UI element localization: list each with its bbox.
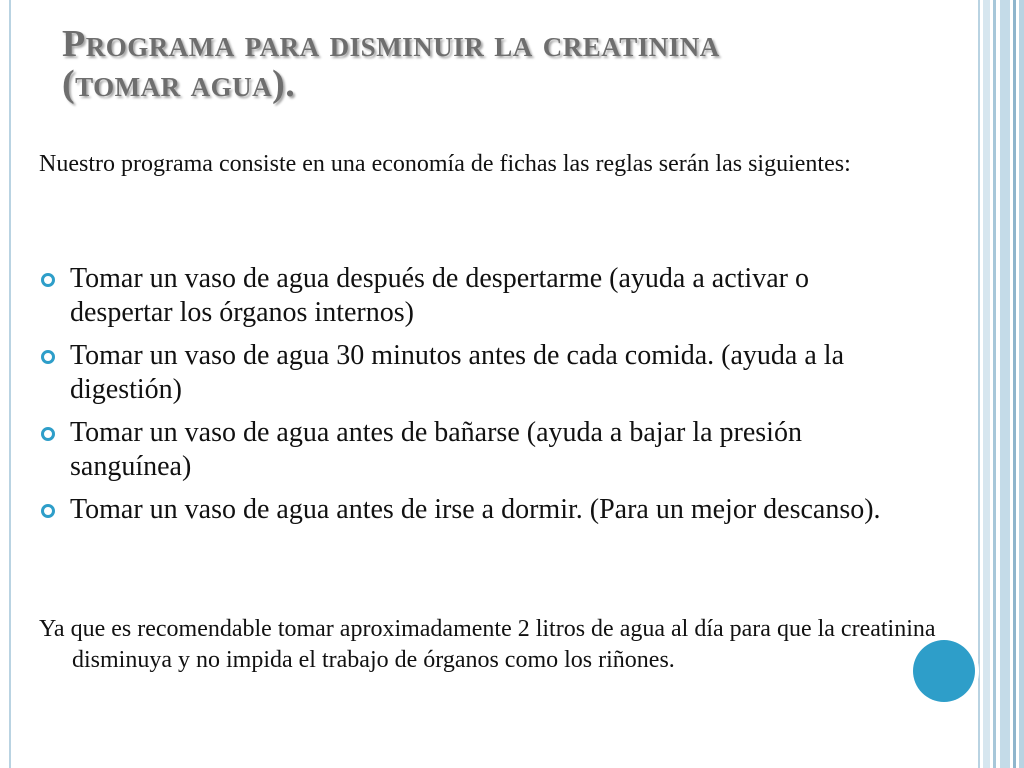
right-decorative-border (976, 0, 1024, 768)
ring-bullet-icon (41, 350, 55, 364)
decorative-circle-icon (913, 640, 975, 702)
bullet-text: Tomar un vaso de agua después de despertarme (ayuda a activar o despertar los órganos internos) (70, 263, 809, 328)
bullet-item (38, 262, 918, 330)
bullet-item (38, 416, 918, 484)
border-stripe (1013, 0, 1016, 768)
slide-title (62, 24, 942, 104)
closing-text: Ya que es recomendable tomar aproximadamente 2 litros de agua al día para que la creatinina disminuya y no impida el trabajo de órganos como los riñones. (39, 616, 936, 673)
bullet-text: Tomar un vaso de agua antes de bañarse (ayuda a bajar la presión sanguínea) (70, 417, 802, 482)
border-stripe (978, 0, 980, 768)
left-border-line (9, 0, 11, 768)
intro-text: Nuestro programa consiste en una economía de fichas las reglas serán las siguientes: (39, 151, 851, 177)
border-stripe (993, 0, 996, 768)
bullet-list (38, 262, 918, 536)
border-stripe (1019, 0, 1024, 768)
title-line-1: Programa para disminuir la creatinina (62, 23, 720, 65)
ring-bullet-icon (41, 273, 55, 287)
bullet-text: Tomar un vaso de agua antes de irse a dormir. (Para un mejor descanso). (70, 494, 881, 525)
ring-bullet-icon (41, 504, 55, 518)
bullet-text: Tomar un vaso de agua 30 minutos antes de cada comida. (ayuda a la digestión) (70, 340, 844, 405)
bullet-item (38, 339, 918, 407)
bullet-item (38, 493, 918, 527)
ring-bullet-icon (41, 427, 55, 441)
border-stripe (1000, 0, 1010, 768)
border-stripe (983, 0, 990, 768)
title-line-2: (tomar agua). (62, 63, 296, 105)
